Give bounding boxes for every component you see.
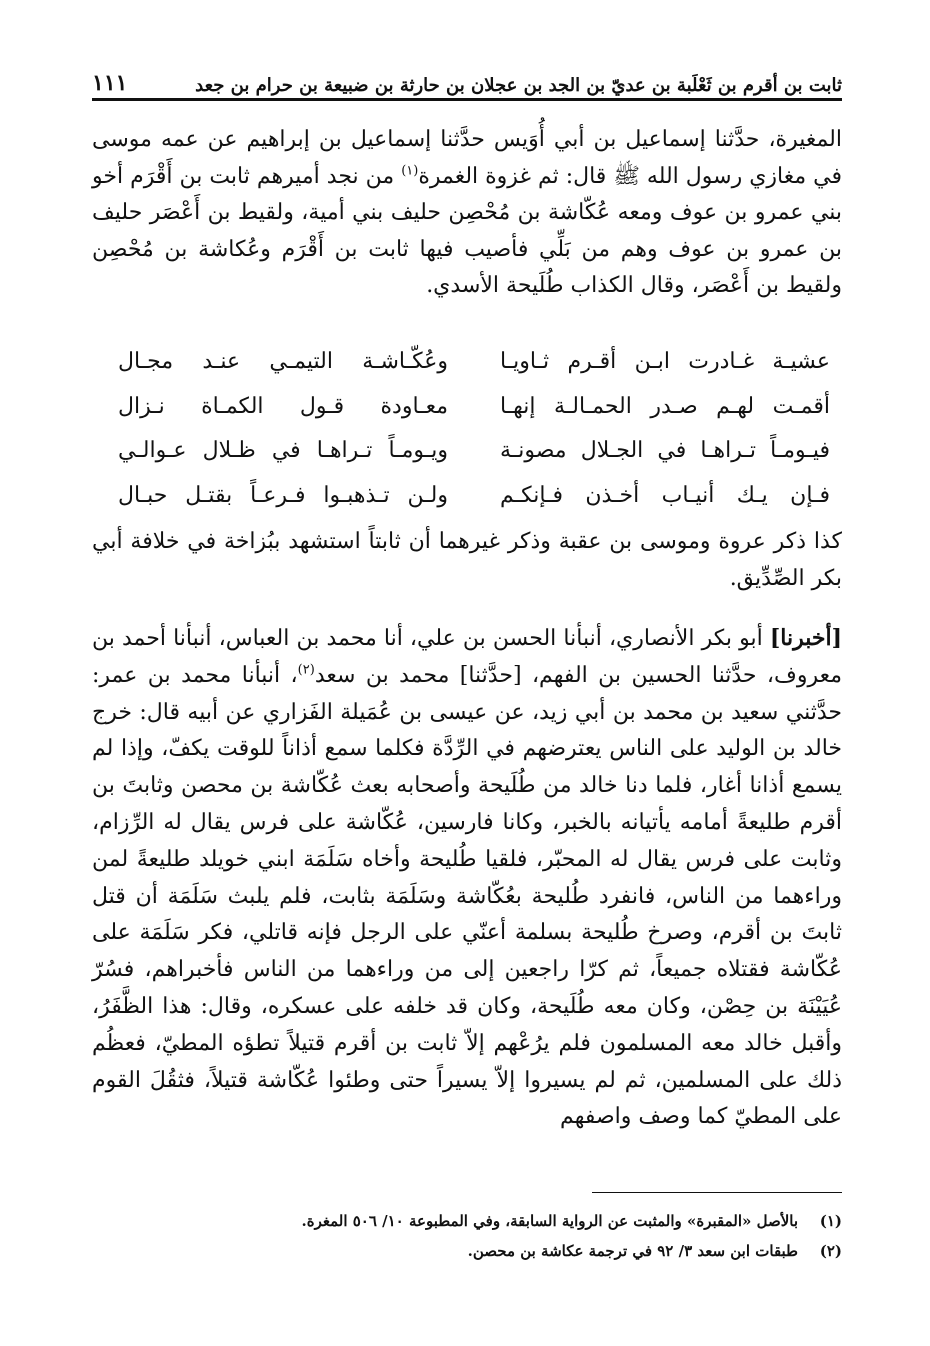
running-header [92,52,842,96]
paragraph-1 [92,122,842,305]
verse-first-hemistich: فيـومـاً تـراهـا في الجـلال مصونـة [500,438,830,463]
p3-text-b: ، أنبأنا محمد بن عمر: حدَّثني سعيد بن محمد بن أبي زيد، عن عيسى بن عُمَيلة الفَزاري عن أبيه قال: خرج خالد بن الوليد على الناس يعترضهم في الرِّدَّة فكلما سمع أذاناً للوقت يكفّ، وإذا لم يسمع أذانا أغار، فلما دنا خالد من طُلَيحة وأصحابه بعث عُكّاشة بن محصن وثابتَ بن أقرم طليعةً أمامه يأتيانه بالخبر، وكانا فارسين، عُكّاشة على فرس يقال له الرِّزام، وثابت على فرس يقال له المحبّر، فلقيا طُليحة وأخاه سَلَمَة ابني خويلد طليعةً لمن وراءهما من الناس، فانفرد طُليحة بعُكّاشة وسَلَمَة بثابت، فلم يلبث سَلَمَة أن قتل ثابتَ بن أقرم، وصرخ طُليحة بسلمة أعنّي على الرجل فإنه قاتلي، فكر سَلَمَة على عُكّاشة فقتلاه جميعاً، ثم كرّا راجعين إلى من وراءهما من الناس فأخبراهم، فسُرّ عُيَيْنَة بن حِصْن، وكان معه طُلَيحة، وكان قد خلفه على عسكره، وقال: هذا الظَّفَرُ، وأقبل خالد معه المسلمون فلم يرُعْهم إلاّ ثابت بن أقرم قتيلاً تطؤه المطيّ، فعظُم ذلك على المسلمين، ثم لم يسيروا إلاّ يسيراً حتى وطئوا عُكّاشة قتيلاً، فثقُلَ القوم على المطيّ كما وصف واصفهم [92,662,843,1130]
p1-text-a: المغيرة، حدَّثنا إسماعيل بن أبي أُوَيس حدَّثنا إسماعيل بن إبراهيم عن عمه موسى في مغازي رسول الله ﷺ قال: ثم غزوة الغمرة [92,127,842,189]
footnote [92,1206,842,1236]
paragraph-text [92,620,842,1136]
verse-first-hemistich: عشيـة غـادرت ابـن أقـرم ثـاويـا [500,349,830,374]
p1-text-b: من نجد أميرهم ثابت بن أَقْرَم أخو بني عمرو بن عوف ومعه عُكّاشة بن مُحْصِن حليف بني أمية، ولقيط بن أَعْصَر حليف بن عمرو بن عوف وهم من بَلِّي فأصيب فيها ثابت بن أَقْرَم وعُكاشة بن مُحْصِن ولقيط بن أَعْصَر، وقال الكذاب طُلَيحة الأسدي. [92,163,842,298]
footnotes [92,1206,842,1266]
footnote-ref-1: (١) [401,163,419,179]
source-tag: [أخبرنا] [769,625,842,651]
verse-first-hemistich: فـإن يـك أنيـاب أخـذن فـإنكـم [500,482,830,508]
footnote [92,1236,842,1266]
verse-first-hemistich: أقمـت لهـم صـدر الحمـالـة إنهـا [500,393,830,419]
footnote-ref-2: (٢) [297,662,315,678]
footnote-number: (١) [819,1212,842,1230]
header-title: ثابت بن أقرم بن ثَعْلَبة بن عديّ بن الجد بن عجلان بن حارثة بن ضبيعة بن حرام بن جعد [195,75,842,96]
poem-verse [118,429,830,474]
footnote-text: بالأصل «المقبرة» والمثبت عن الرواية السابقة، وفي المطبوعة ١٠/ ٥٠٦ المغرة. [301,1212,798,1230]
paragraph-text: كذا ذكر عروة وموسى بن عقبة وذكر غيرهما أن ثابتاً استشهد ببُزاخة في خلافة أبي بكر الصِّدِّيق. [92,529,842,591]
verse-second-hemistich: ويـومـاً تـراهـا في ظـلال عـوالـي [118,438,448,463]
footnote-rule [592,1192,842,1193]
footnote-text: طبقات ابن سعد ٣/ ٩٢ في ترجمة عكاشة بن محصن. [467,1242,798,1260]
verse-second-hemistich: وعُكّـاشـة التيمـي عنـد مجـال [118,349,448,374]
poem-verse [118,340,830,385]
paragraph-text [92,122,842,305]
paragraph-2 [92,524,842,597]
header-rule [92,98,842,101]
poem-verse [118,474,830,519]
verse-second-hemistich: معـاودة قـول الكمـاة نـزال [118,393,448,419]
page-number: ١١١ [92,70,128,96]
p3-text-a: أبو بكر الأنصاري، أنبأنا الحسن بن علي، أنا محمد بن العباس، أنبأنا أحمد بن معروف، حدَّثنا الحسين بن الفهم، [حدَّثنا] محمد بن سعد [92,626,842,688]
verse-second-hemistich: ولـن تـذهبـوا فـرعـاً بقتـل حبـال [118,482,448,508]
poem [118,340,830,518]
paragraph-3 [92,620,842,1136]
footnote-number: (٢) [819,1242,842,1260]
poem-verse [118,385,830,430]
